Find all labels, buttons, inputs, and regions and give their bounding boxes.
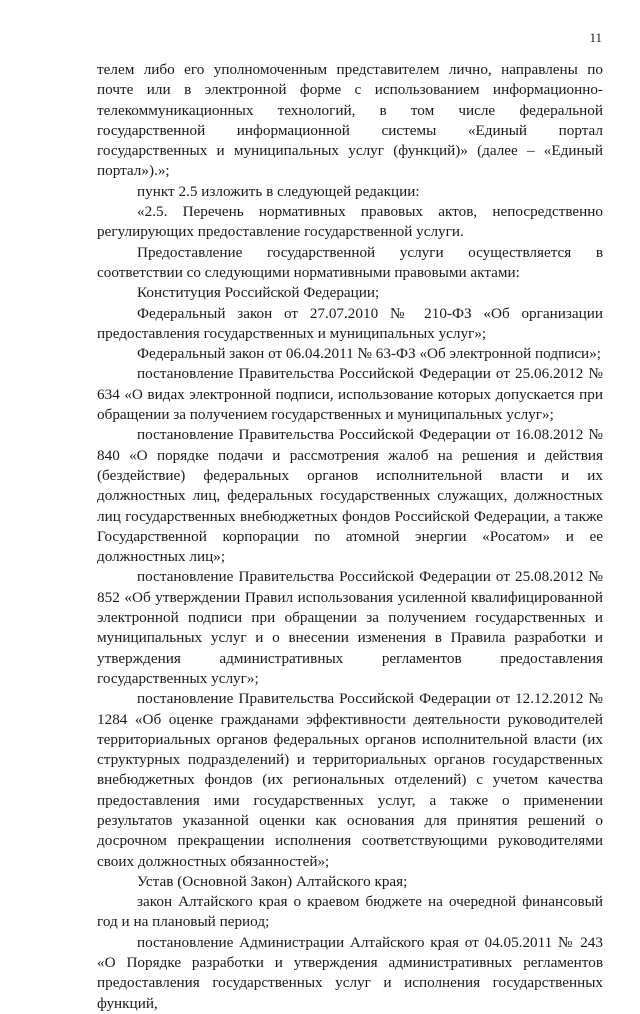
paragraph-intro-legal-acts: Предоставление государственной услуги осуществляется в соответствии со следующими нормативными правовыми актами:	[97, 243, 603, 281]
list-item-resolution-634: постановление Правительства Российской Федерации от 25.06.2012 № 634 «О видах электронной подписи, использование которых допускается при обращении за получением государственных и муниципальных услуг»;	[97, 365, 603, 424]
list-item-resolution-852: постановление Правительства Российской Федерации от 25.08.2012 № 852 «Об утверждении Правил использования усиленной квалифицированной электронной подписи при обращении за получением государственных и муниципальных услуг и о внесении изменения в Правила разработки и утверждения административных регламентов предоставления государственных услуг»;	[97, 568, 603, 687]
list-item-resolution-1284: постановление Правительства Российской Федерации от 12.12.2012 № 1284 «Об оценке гражданами эффективности деятельности руководителей территориальных органов федеральных органов исполнительной власти (их структурных подразделений) и территориальных органов государственных внебюджетных фондов (их региональных отделений) с учетом качества предоставления ими государственных услуг, а также о применении результатов указанной оценки как основания для принятия решений о досрочном прекращении исполнения соответствующими руководителями своих должностных обязанностей»;	[97, 690, 603, 870]
paragraph-amendment-instruction: пункт 2.5 изложить в следующей редакции:	[137, 182, 420, 200]
document-body	[97, 60, 603, 1014]
list-item-altai-budget-law: закон Алтайского края о краевом бюджете на очередной финансовый год и на плановый период;	[97, 893, 603, 931]
paragraph-section-2-5: «2.5. Перечень нормативных правовых актов, непосредственно регулирующих предоставление государственной услуги.	[97, 203, 603, 241]
list-item-altai-charter: Устав (Основной Закон) Алтайского края;	[137, 872, 408, 890]
list-item-resolution-840: постановление Правительства Российской Федерации от 16.08.2012 № 840 «О порядке подачи и рассмотрения жалоб на решения и действия (бездействие) федеральных органов исполнительной власти и их должностных лиц, федеральных государственных служащих, должностных лиц государственных внебюджетных фондов Российской Федерации, а также Государственной корпорации по атомной энергии «Росатом» и ее должностных лиц»;	[97, 426, 603, 566]
page-number: 11	[589, 30, 602, 45]
paragraph-continuation: телем либо его уполномоченным представителем лично, направлены по почте или в электронной форме с использованием информационно-телекоммуникационных технологий, в том числе федеральной государственной информационной системы «Единый портал государственных и муниципальных услуг (функций)» (далее – «Единый портал»).»;	[97, 61, 603, 180]
list-item-law-210: Федеральный закон от 27.07.2010 № 210-ФЗ «Об организации предоставления государственных и муниципальных услуг»;	[97, 304, 603, 342]
list-item-constitution: Конституция Российской Федерации;	[137, 284, 380, 302]
list-item-resolution-243: постановление Администрации Алтайского края от 04.05.2011 № 243 «О Порядке разработки и утверждения административных регламентов предоставления государственных услуг и исполнения государственных функций,	[97, 933, 603, 1012]
list-item-law-63: Федеральный закон от 06.04.2011 № 63-ФЗ «Об электронной подписи»;	[137, 345, 602, 363]
